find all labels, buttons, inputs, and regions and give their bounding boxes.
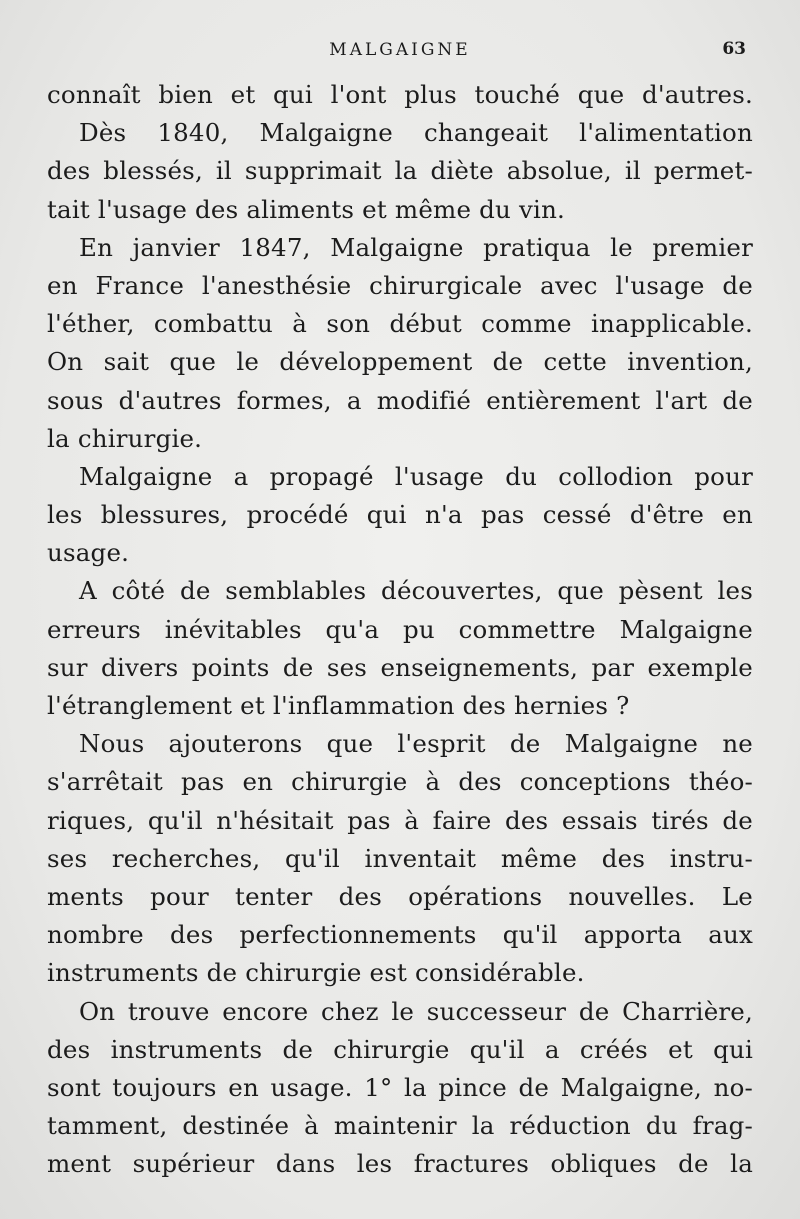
running-head [0,36,800,66]
text-line: la chirurgie. [47,423,203,453]
text-line: riques, qu'il n'hésitait pas à faire des essais tirés de [47,805,753,835]
text-line: Nous ajouterons que l'esprit de Malgaigne ne [79,729,753,759]
running-title: MALGAIGNE [329,40,471,60]
text-line: tait l'usage des aliments et même du vin. [47,194,566,224]
text-line: ses recherches, qu'il inventait même des instru- [47,843,753,873]
text-line: sous d'autres formes, a modifié entièrement l'art de [47,385,753,415]
text-line: sur divers points de ses enseignements, par exemple [47,652,753,682]
text-line: A côté de semblables découvertes, que pèsent les [79,576,753,606]
text-line: l'étranglement et l'inflammation des hernies ? [47,691,630,720]
text-line: usage. [47,538,130,568]
text-line: On trouve encore chez le successeur de Charrière, [79,996,753,1026]
text-line: l'éther, combattu à son début comme inapplicable. [47,309,753,339]
text-line: En janvier 1847, Malgaigne pratiqua le premier [79,232,753,262]
text-line: s'arrêtait pas en chirurgie à des conceptions théo- [47,767,753,797]
text-line: nombre des perfectionnements qu'il apporta aux [47,920,753,950]
text-line: Dès 1840, Malgaigne changeait l'alimentation [79,118,753,148]
text-line: sont toujours en usage. 1° la pince de Malgaigne, no- [47,1072,753,1102]
text-line: ments pour tenter des opérations nouvelles. Le [47,881,753,911]
text-line: connaît bien et qui l'ont plus touché que d'autres. [47,80,753,109]
text-line: des instruments de chirurgie qu'il a créés et qui [47,1034,753,1064]
text-line: tamment, destinée à maintenir la réduction du frag- [47,1111,753,1141]
text-line: Malgaigne a propagé l'usage du collodion pour [79,461,753,491]
text-line: instruments de chirurgie est considérable. [47,958,585,988]
page-number: 63 [722,39,746,59]
text-line: des blessés, il supprimait la diète absolue, il permet- [47,156,753,186]
text-line: ment supérieur dans les fractures obliques de la [47,1149,753,1179]
body-text [47,76,753,1183]
text-line: erreurs inévitables qu'a pu commettre Malgaigne [47,614,753,644]
text-line: On sait que le développement de cette invention, [47,347,753,377]
text-line: en France l'anesthésie chirurgicale avec l'usage de [47,270,753,300]
text-line: les blessures, procédé qui n'a pas cessé d'être en [47,500,753,530]
